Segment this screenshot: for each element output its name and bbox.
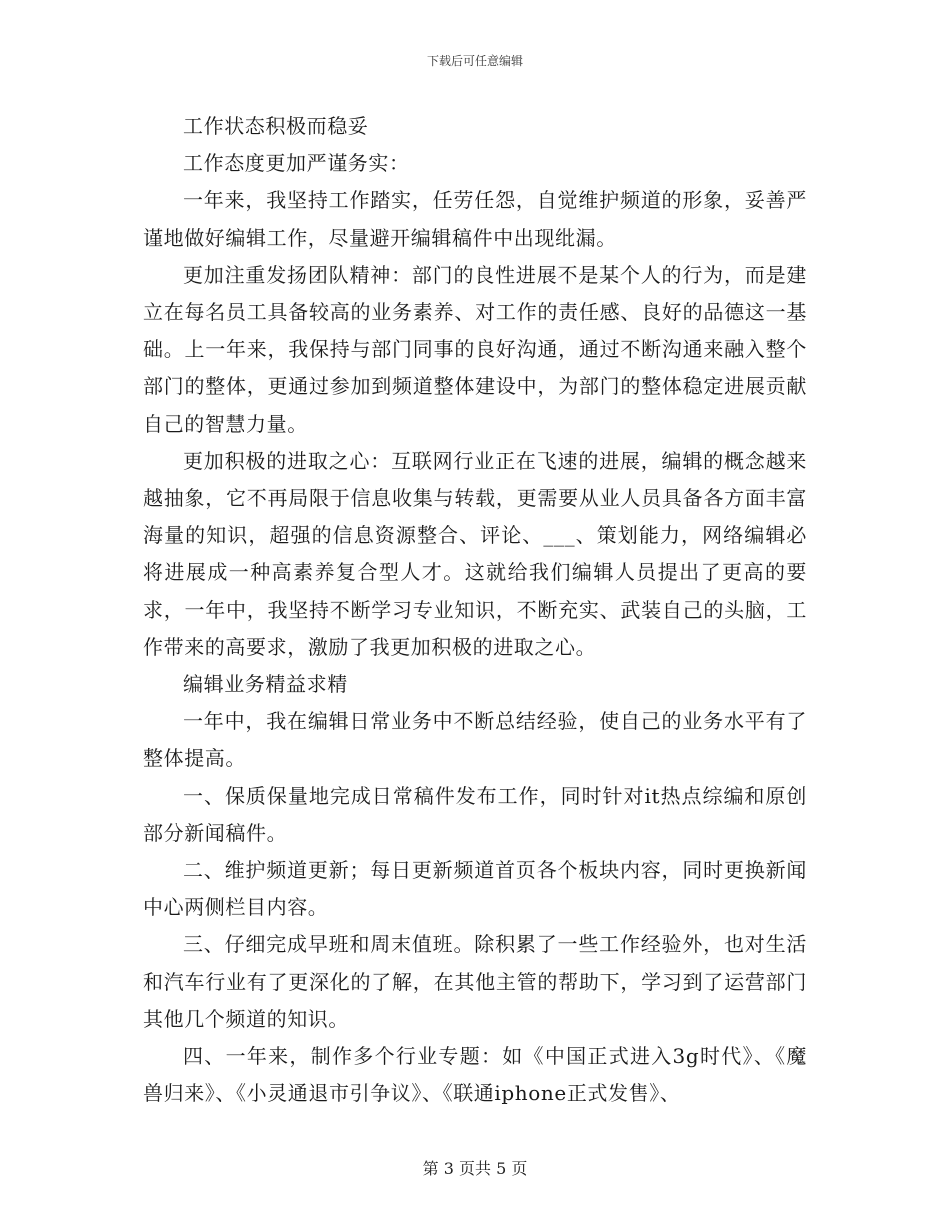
page-number: 第 3 页共 5 页 xyxy=(422,1159,528,1178)
paragraph-enterprising: 更加积极的进取之心：互联网行业正在飞速的进展，编辑的概念越来越抽象，它不再局限于信息收集与转载，更需要从业人员具备各方面丰富海量的知识，超强的信息资源整合、评论、___、策划能力，网络编辑必将进展成一种高素养复合型人才。这就给我们编辑人员提出了更高的要求，一年中，我坚持不断学习专业知识，不断充实、武装自己的头脑，工作带来的高要求，激励了我更加积极的进取之心。 xyxy=(143,448,807,659)
section-heading-work-state: 工作状态积极而稳妥 xyxy=(183,114,369,138)
page-header-note: 下载后可任意编辑 xyxy=(426,54,523,68)
list-item-1: 一、保质保量地完成日常稿件发布工作，同时针对it热点综编和原创部分新闻稿件。 xyxy=(143,783,807,845)
paragraph-editing-summary: 一年中，我在编辑日常业务中不断总结经验，使自己的业务水平有了整体提高。 xyxy=(143,709,807,771)
section-heading-editing: 编辑业务精益求精 xyxy=(183,672,348,697)
list-item-4: 四、一年来，制作多个行业专题：如《中国正式进入3g时代》、《魔兽归来》、《小灵通退市引争议》、《联通iphone正式发售》、 xyxy=(143,1044,807,1106)
subheading-work-attitude: 工作态度更加严谨务实： xyxy=(183,151,410,176)
list-item-2: 二、维护频道更新；每日更新频道首页各个板块内容，同时更换新闻中心两侧栏目内容。 xyxy=(143,858,807,920)
paragraph-work-attitude: 一年来，我坚持工作踏实，任劳任怨，自觉维护频道的形象，妥善严谨地做好编辑工作，尽量避开编辑稿件中出现纰漏。 xyxy=(143,188,807,250)
document-body xyxy=(143,108,807,1112)
list-item-3: 三、仔细完成早班和周末值班。除积累了一些工作经验外，也对生活和汽车行业有了更深化的了解，在其他主管的帮助下，学习到了运营部门其他几个频道的知识。 xyxy=(143,932,807,1031)
paragraph-team-spirit: 更加注重发扬团队精神：部门的良性进展不是某个人的行为，而是建立在每名员工具备较高的业务素养、对工作的责任感、良好的品德这一基础。上一年来，我保持与部门同事的良好沟通，通过不断沟通来融入整个部门的整体，更通过参加到频道整体建设中，为部门的整体稳定进展贡献自己的智慧力量。 xyxy=(143,262,807,436)
